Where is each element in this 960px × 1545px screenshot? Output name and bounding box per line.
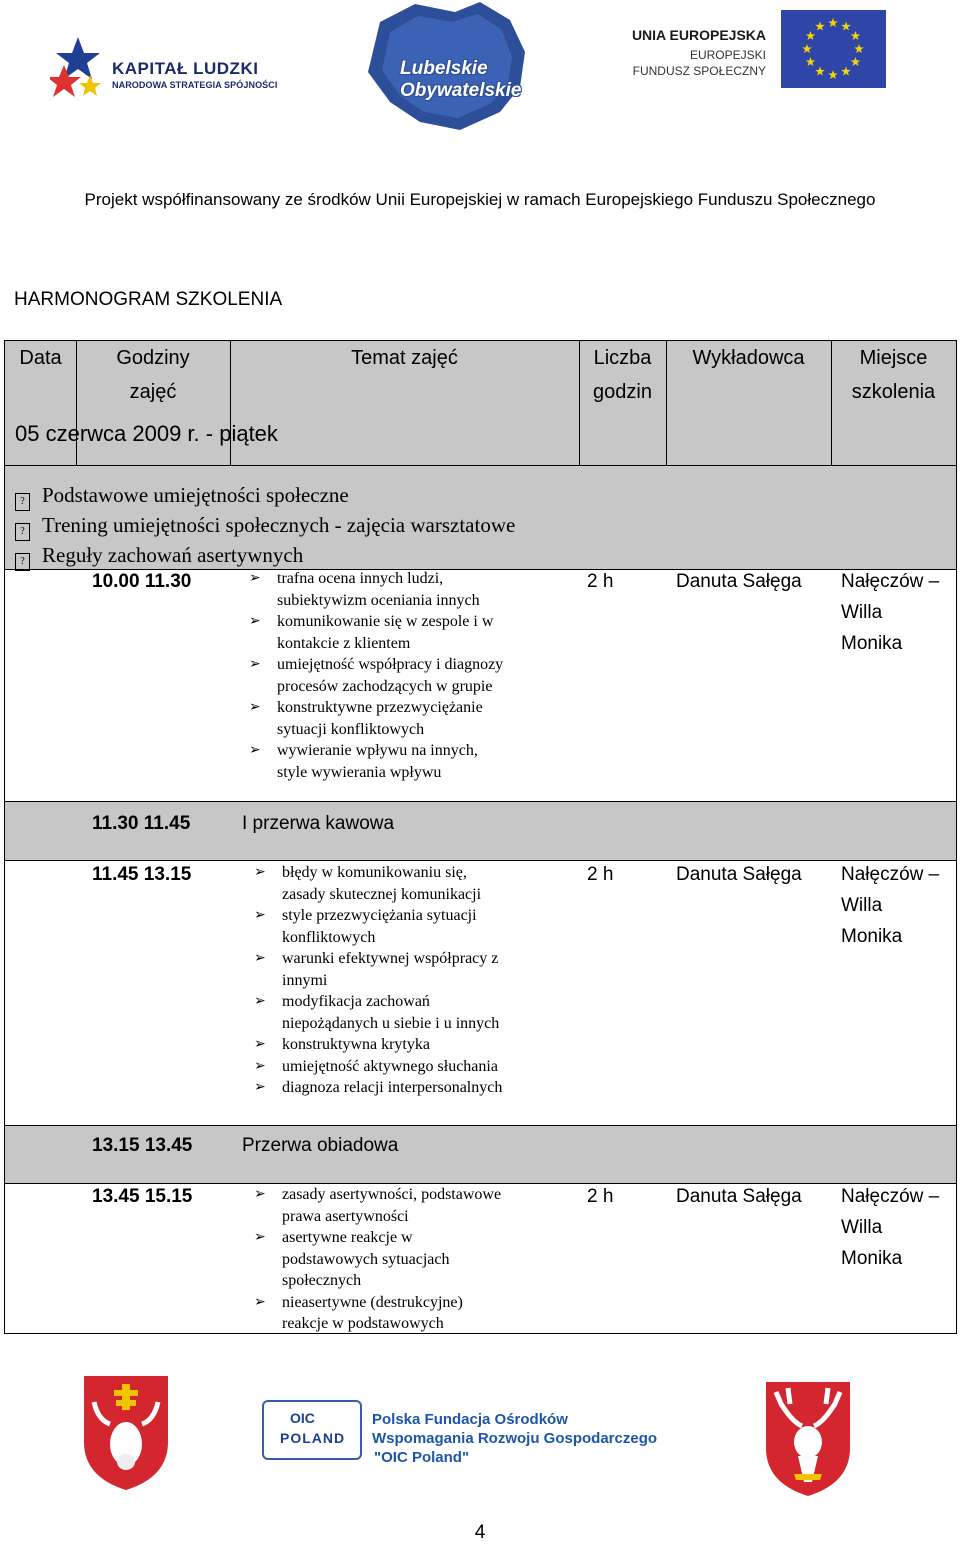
arrow-bullet-icon: ➢ — [254, 993, 266, 1009]
arrow-bullet-icon: ➢ — [249, 699, 261, 715]
document-title: HARMONOGRAM SZKOLENIA — [14, 289, 283, 310]
eu-star-icon — [851, 31, 861, 40]
topic-bullet-line: style wywierania wpływu — [277, 763, 442, 781]
session-1-hours: 2 h — [587, 571, 614, 592]
topic-bullet-item — [242, 905, 572, 948]
eu-star-icon — [841, 22, 851, 31]
session-2-lecturer: Danuta Sałęga — [676, 864, 802, 885]
lubelskie-line2: Obywatelskie — [400, 80, 522, 101]
topic-bullet-line: konstruktywna krytyka — [282, 1036, 430, 1053]
topic-bullet-item — [242, 862, 572, 905]
topic-bullet-item — [242, 1077, 572, 1099]
project-cofinancing-line: Projekt współfinansowany ze środków Unii Europejskiej w ramach Europejskiego Funduszu Społecznego — [84, 190, 876, 209]
arrow-bullet-icon: ➢ — [254, 950, 266, 966]
topic-bullet-line: niepożądanych u siebie i u innych — [282, 1014, 500, 1032]
topic-bullet-item — [237, 654, 567, 697]
unia-europejska-logo — [610, 2, 906, 102]
session-1-lecturer: Danuta Sałęga — [676, 571, 802, 592]
topic-bullet-line: diagnoza relacji interpersonalnych — [282, 1079, 503, 1096]
session-3-place: Nałęczów – Willa Monika — [841, 1186, 940, 1269]
topic-bullet-item — [242, 1184, 572, 1227]
arrow-bullet-icon: ➢ — [254, 907, 266, 923]
column-header-hours-line2: zajęć — [129, 381, 177, 403]
session-3-lecturer: Danuta Sałęga — [676, 1186, 802, 1207]
topic-bullet-item — [237, 740, 567, 783]
eu-star-icon — [806, 31, 816, 40]
checkbox-glyph-icon: ? — [15, 523, 30, 541]
unia-title: UNIA EUROPEJSKA — [631, 27, 766, 43]
page-number: 4 — [474, 1522, 486, 1543]
topic-bullet-line: błędy w komunikowaniu się, — [282, 864, 467, 881]
topic-bullet-line: trafna ocena innych ludzi, — [277, 570, 444, 587]
eu-star-icon — [851, 57, 861, 66]
eu-star-icon — [828, 18, 838, 27]
arrow-bullet-icon: ➢ — [254, 1229, 266, 1245]
break-2-label: Przerwa obiadowa — [242, 1135, 399, 1156]
checkbox-glyph-icon: ? — [15, 493, 30, 511]
column-header-place-line1: Miejsce — [859, 347, 928, 369]
lubelskie-line1: Lubelskie — [400, 58, 488, 79]
checkbox-glyph-icon: ? — [15, 553, 30, 571]
session-2-place: Nałęczów – Willa Monika — [841, 864, 940, 947]
session-2-topics — [242, 862, 572, 1099]
arrow-bullet-icon: ➢ — [254, 1057, 266, 1074]
oic-poland-logo: OIC POLAND — [262, 1400, 362, 1460]
session-1-place: Nałęczów – Willa Monika — [841, 571, 940, 654]
topic-bullet-line: innymi — [282, 971, 328, 989]
session-2-time: 11.45 13.15 — [92, 864, 192, 885]
topic-bullet-item — [237, 611, 567, 654]
topic-bullet-line: nieasertywne (destrukcyjne) — [282, 1293, 463, 1311]
topic-bullet-line: style przezwyciężania sytuacji — [282, 907, 477, 924]
topic-bullet-line: reakcje w podstawowych — [282, 1315, 444, 1332]
topic-bullet-line: subiektywizm oceniania innych — [277, 591, 480, 609]
fund-name: Polska Fundacja Ośrodków Wspomagania Rozwoju Gospodarczego "OIC Poland" — [372, 1411, 658, 1466]
topic-bullet-line: podstawowych sytuacjach — [282, 1250, 450, 1268]
break-2-time: 13.15 13.45 — [92, 1135, 193, 1156]
topic-bullet-line: komunikowanie się w zespole i w — [277, 613, 494, 630]
topic-bullet-item — [242, 948, 572, 991]
session-3-time: 13.45 15.15 — [92, 1186, 193, 1207]
kapital-ludzki-stars-icon — [50, 35, 110, 105]
topic-bullet-line: umiejętność aktywnego słuchania — [282, 1057, 498, 1075]
eu-star-icon — [806, 57, 816, 66]
arrow-bullet-icon: ➢ — [249, 570, 261, 586]
eu-star-icon — [815, 22, 825, 31]
arrow-bullet-icon: ➢ — [249, 613, 261, 629]
lubelskie-obywatelskie-logo — [360, 2, 535, 132]
arrow-bullet-icon: ➢ — [254, 1293, 266, 1310]
topic-bullet-item — [237, 697, 567, 740]
schedule-table — [4, 340, 957, 1334]
arrow-bullet-icon: ➢ — [254, 1079, 266, 1095]
unia-line2: EUROPEJSKI — [689, 48, 766, 62]
column-header-topic: Temat zajęć — [351, 347, 458, 369]
topic-bullet-line: kontakcie z klientem — [277, 634, 411, 652]
column-header-place-line2: szkolenia — [851, 381, 936, 403]
topic-bullet-line: umiejętność współpracy i diagnozy — [277, 656, 504, 673]
topic-bullet-line: asertywne reakcje w — [282, 1229, 413, 1246]
topic-bullet-line: warunki efektywnej współpracy z — [282, 950, 499, 967]
topic-bullet-line: modyfikacja zachowań — [282, 993, 430, 1010]
eu-star-icon — [854, 44, 864, 53]
eu-star-icon — [802, 44, 812, 53]
topic-bullet-line: zasady asertywności, podstawowe — [282, 1186, 502, 1203]
column-header-count-line2: godzin — [593, 381, 652, 403]
unia-line3: FUNDUSZ SPOŁECZNY — [632, 64, 766, 78]
topic-bullet-line: społecznych — [282, 1272, 362, 1289]
topic-bullet-item — [242, 1056, 572, 1078]
topic-bullet-item — [242, 1292, 572, 1335]
arrow-bullet-icon: ➢ — [249, 742, 261, 758]
arrow-bullet-icon: ➢ — [249, 656, 261, 672]
arrow-bullet-icon: ➢ — [254, 1186, 266, 1202]
session-3-topics — [242, 1184, 572, 1335]
topic-bullet-item — [237, 568, 567, 611]
eu-star-icon — [841, 67, 851, 76]
eu-flag-icon — [781, 10, 886, 88]
topic-bullet-line: prawa asertywności — [282, 1207, 409, 1225]
session-3-hours: 2 h — [587, 1186, 614, 1207]
session-2-hours: 2 h — [587, 864, 614, 885]
topic-bullet-line: konstruktywne przezwyciężanie — [277, 699, 483, 716]
column-header-lecturer: Wykładowca — [692, 347, 805, 369]
column-header-count-line1: Liczba — [593, 347, 652, 369]
break-1-label: I przerwa kawowa — [242, 813, 395, 834]
column-header-date: Data — [19, 347, 62, 369]
kapital-ludzki-subtitle: NARODOWA STRATEGIA SPÓJNOŚCI — [112, 80, 278, 90]
voivodeship-crest-icon — [762, 1378, 854, 1498]
schedule-date: 05 czerwca 2009 r. - piątek — [15, 421, 278, 446]
topic-bullet-line: sytuacji konfliktowych — [277, 720, 425, 738]
topic-item: ? Podstawowe umiejętności społeczne — [15, 481, 515, 511]
kapital-ludzki-logo — [50, 35, 280, 105]
arrow-bullet-icon: ➢ — [254, 1036, 266, 1052]
topic-item: ? Trening umiejętności społecznych - zajęcia warsztatowe — [15, 511, 515, 541]
topic-bullet-line: procesów zachodzących w grupie — [277, 677, 493, 695]
topic-bullet-item — [242, 991, 572, 1034]
topic-bullet-item — [242, 1227, 572, 1292]
session-1-topics — [237, 568, 567, 783]
topic-bullet-line: wywieranie wpływu na innych, — [277, 742, 478, 759]
column-header-hours-line1: Godziny — [116, 347, 190, 369]
break-1-time: 11.30 11.45 — [92, 813, 191, 834]
session-1-time: 10.00 11.30 — [92, 571, 192, 592]
topic-bullet-line: konfliktowych — [282, 928, 376, 946]
topic-bullet-item — [242, 1034, 572, 1056]
kapital-ludzki-title: KAPITAŁ LUDZKI — [112, 59, 259, 78]
eu-star-icon — [828, 70, 838, 79]
county-crest-icon — [80, 1372, 172, 1492]
topic-item: ? Reguły zachowań asertywnych — [15, 541, 515, 571]
topic-bullet-line: zasady skutecznej komunikacji — [282, 885, 482, 903]
topics-list — [15, 481, 515, 571]
eu-star-icon — [815, 67, 825, 76]
arrow-bullet-icon: ➢ — [254, 864, 266, 880]
